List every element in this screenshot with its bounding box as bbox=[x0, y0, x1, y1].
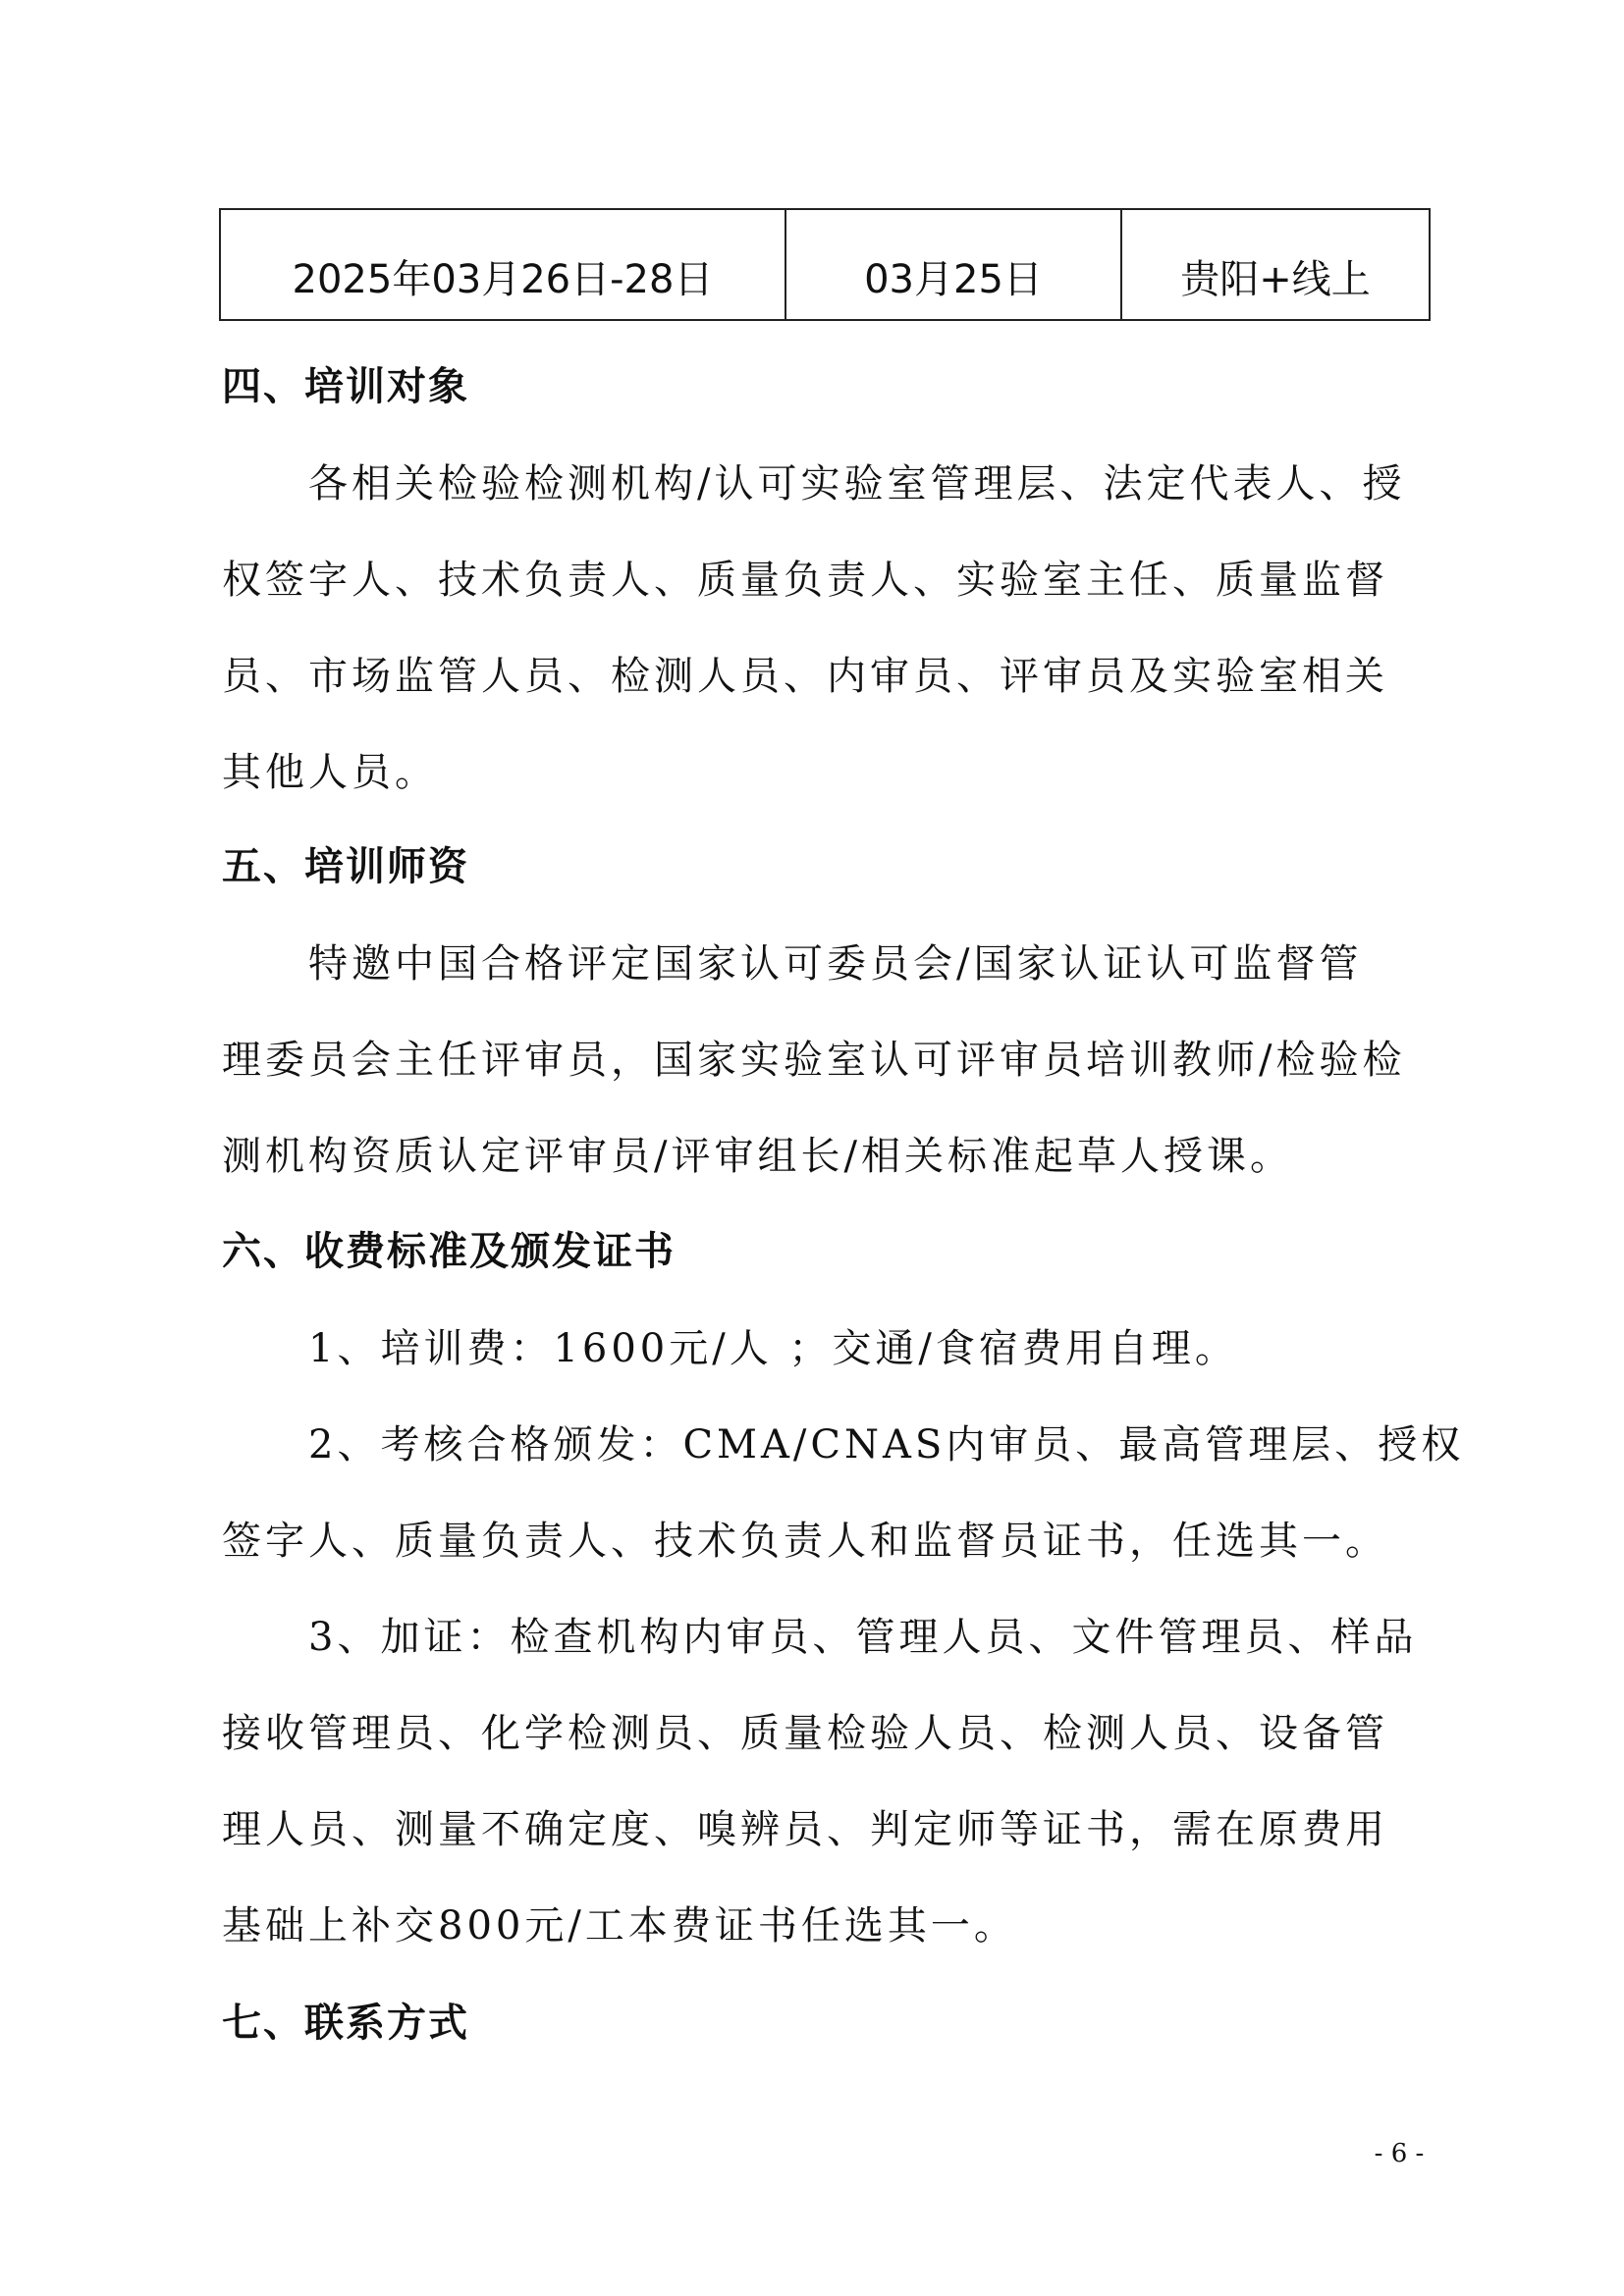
paragraph-line: 签字人、质量负责人、技术负责人和监督员证书，任选其一。 bbox=[222, 1519, 1388, 1564]
section-heading-training-audience: 四、培训对象 bbox=[222, 364, 469, 409]
paragraph-line: 特邀中国合格评定国家认可委员会/国家认证认可监督管 bbox=[308, 941, 1363, 987]
paragraph-line: 权签字人、技术负责人、质量负责人、实验室主任、质量监督 bbox=[222, 558, 1388, 603]
table-row bbox=[220, 209, 1430, 320]
paragraph-line: 其他人员。 bbox=[222, 750, 438, 795]
fee-item-1 bbox=[222, 1301, 1420, 1397]
certificate-item-2 bbox=[222, 1397, 1465, 1589]
additional-certificate-item-3 bbox=[222, 1589, 1420, 1974]
paragraph-line: 1、培训费：1600元/人 ；交通/食宿费用自理。 bbox=[308, 1326, 1238, 1371]
paragraph-line: 员、市场监管人员、检测人员、内审员、评审员及实验室相关 bbox=[222, 654, 1388, 699]
paragraph-line: 各相关检验检测机构/认可实验室管理层、法定代表人、授 bbox=[308, 461, 1406, 507]
trainers-paragraph bbox=[222, 916, 1420, 1204]
training-audience-paragraph bbox=[222, 436, 1420, 821]
paragraph-line: 3、加证：检查机构内审员、管理人员、文件管理员、样品 bbox=[308, 1615, 1418, 1660]
training-dates-cell: 2025年03月26日-28日 bbox=[220, 209, 785, 320]
page-number: - 6 - bbox=[1374, 2139, 1425, 2168]
paragraph-line: 接收管理员、化学检测员、质量检验人员、检测人员、设备管 bbox=[222, 1711, 1388, 1756]
section-heading-fees-certificates: 六、收费标准及颁发证书 bbox=[222, 1229, 676, 1274]
section-heading-contact: 七、联系方式 bbox=[222, 2001, 469, 2046]
registration-date-cell: 03月25日 bbox=[785, 209, 1121, 320]
paragraph-line: 理委员会主任评审员，国家实验室认可评审员培训教师/检验检 bbox=[222, 1038, 1406, 1083]
training-location-cell: 贵阳+线上 bbox=[1121, 209, 1430, 320]
paragraph-line: 2、考核合格颁发：CMA/CNAS内审员、最高管理层、授权 bbox=[308, 1422, 1465, 1468]
training-schedule-table bbox=[219, 208, 1431, 321]
section-heading-trainers: 五、培训师资 bbox=[222, 844, 469, 889]
paragraph-line: 理人员、测量不确定度、嗅辨员、判定师等证书，需在原费用 bbox=[222, 1807, 1388, 1852]
paragraph-line: 基础上补交800元/工本费证书任选其一。 bbox=[222, 1903, 1017, 1949]
paragraph-line: 测机构资质认定评审员/评审组长/相关标准起草人授课。 bbox=[222, 1134, 1293, 1179]
